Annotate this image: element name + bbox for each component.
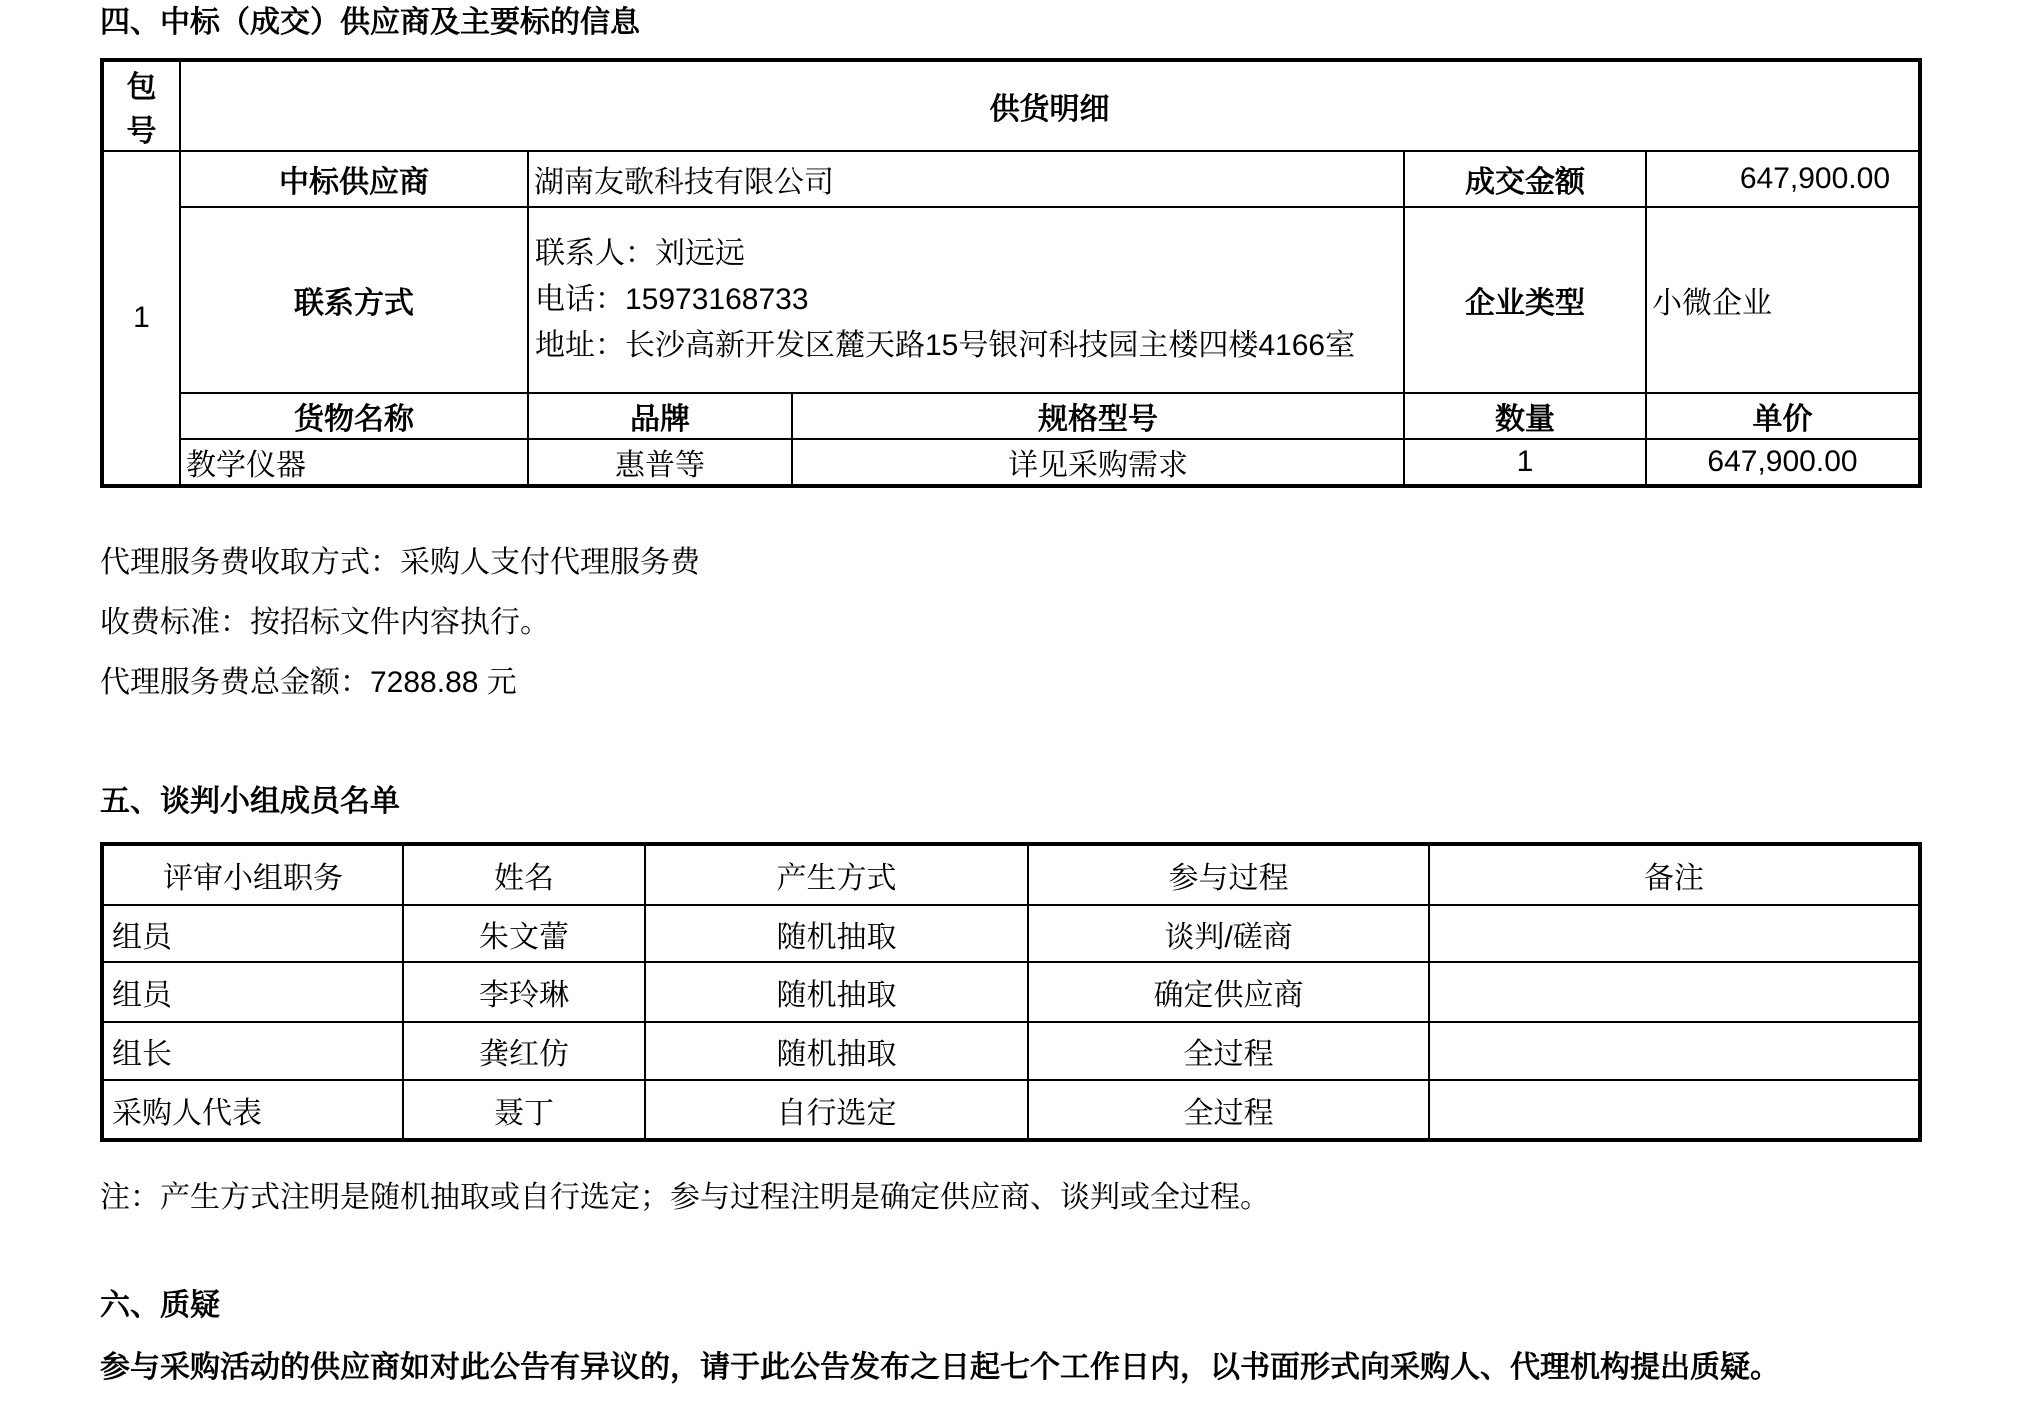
table-row [102, 844, 1920, 905]
member-role: 组长 [102, 1022, 403, 1080]
team-table-note: 注：产生方式注明是随机抽取或自行选定；参与过程注明是确定供应商、谈判或全过程。 [100, 1181, 1270, 1214]
unit-price-header: 单价 [1646, 393, 1920, 439]
member-method: 自行选定 [645, 1080, 1028, 1140]
contact-phone: 电话：15973168733 [535, 283, 809, 316]
role-header: 评审小组职务 [102, 844, 403, 905]
member-process: 全过程 [1028, 1022, 1429, 1080]
member-role: 组员 [102, 962, 403, 1022]
method-header: 产生方式 [645, 844, 1028, 905]
section6-title: 六、质疑 [100, 1289, 220, 1322]
contact-address: 地址：长沙高新开发区麓天路15号银河科技园主楼四楼4166室 [535, 329, 1356, 362]
table-row [102, 60, 1920, 151]
member-name: 朱文蕾 [403, 905, 645, 962]
member-role: 组员 [102, 905, 403, 962]
member-name: 聂丁 [403, 1080, 645, 1140]
member-role: 采购人代表 [102, 1080, 403, 1140]
package-no-value: 1 [102, 151, 180, 486]
table-row [102, 393, 1920, 439]
fee-standard-line: 收费标准：按招标文件内容执行。 [100, 606, 550, 639]
deal-amount-value: 647,900.00 [1646, 151, 1920, 207]
winning-supplier-label: 中标供应商 [180, 151, 528, 207]
contact-info [528, 207, 1404, 393]
spec-value: 详见采购需求 [792, 439, 1404, 486]
spec-header: 规格型号 [792, 393, 1404, 439]
goods-name-value: 教学仪器 [180, 439, 528, 486]
unit-price-value: 647,900.00 [1646, 439, 1920, 486]
member-process: 确定供应商 [1028, 962, 1429, 1022]
section6-body: 参与采购活动的供应商如对此公告有异议的，请于此公告发布之日起七个工作日内，以书面形式向采购人、代理机构提出质疑。 [100, 1351, 1780, 1384]
member-remark [1429, 905, 1920, 962]
member-remark [1429, 1080, 1920, 1140]
member-process: 谈判/磋商 [1028, 905, 1429, 962]
table-row [102, 151, 1920, 207]
member-method: 随机抽取 [645, 962, 1028, 1022]
table-row [102, 1080, 1920, 1140]
contact-label: 联系方式 [180, 207, 528, 393]
deal-amount-label: 成交金额 [1404, 151, 1646, 207]
supply-table [100, 58, 1922, 488]
brand-header: 品牌 [528, 393, 792, 439]
enterprise-type-label: 企业类型 [1404, 207, 1646, 393]
member-method: 随机抽取 [645, 905, 1028, 962]
member-method: 随机抽取 [645, 1022, 1028, 1080]
table-row [102, 962, 1920, 1022]
package-no-header: 包号 [102, 60, 180, 151]
name-header: 姓名 [403, 844, 645, 905]
agency-fee-total-line: 代理服务费总金额：7288.88 元 [100, 666, 517, 699]
member-name: 龚红仿 [403, 1022, 645, 1080]
member-name: 李玲琳 [403, 962, 645, 1022]
supply-detail-header: 供货明细 [180, 60, 1920, 151]
member-process: 全过程 [1028, 1080, 1429, 1140]
winning-supplier-value: 湖南友歌科技有限公司 [528, 151, 1404, 207]
table-row [102, 1022, 1920, 1080]
section5-title: 五、谈判小组成员名单 [100, 785, 400, 818]
quantity-value: 1 [1404, 439, 1646, 486]
goods-name-header: 货物名称 [180, 393, 528, 439]
agency-fee-method-line: 代理服务费收取方式：采购人支付代理服务费 [100, 546, 700, 579]
table-row [102, 207, 1920, 393]
member-remark [1429, 962, 1920, 1022]
table-row [102, 439, 1920, 486]
contact-person: 联系人：刘远远 [535, 237, 745, 270]
table-row [102, 905, 1920, 962]
section4-title: 四、中标（成交）供应商及主要标的信息 [100, 6, 640, 39]
member-remark [1429, 1022, 1920, 1080]
process-header: 参与过程 [1028, 844, 1429, 905]
remark-header: 备注 [1429, 844, 1920, 905]
enterprise-type-value: 小微企业 [1646, 207, 1920, 393]
quantity-header: 数量 [1404, 393, 1646, 439]
brand-value: 惠普等 [528, 439, 792, 486]
team-table [100, 842, 1922, 1142]
